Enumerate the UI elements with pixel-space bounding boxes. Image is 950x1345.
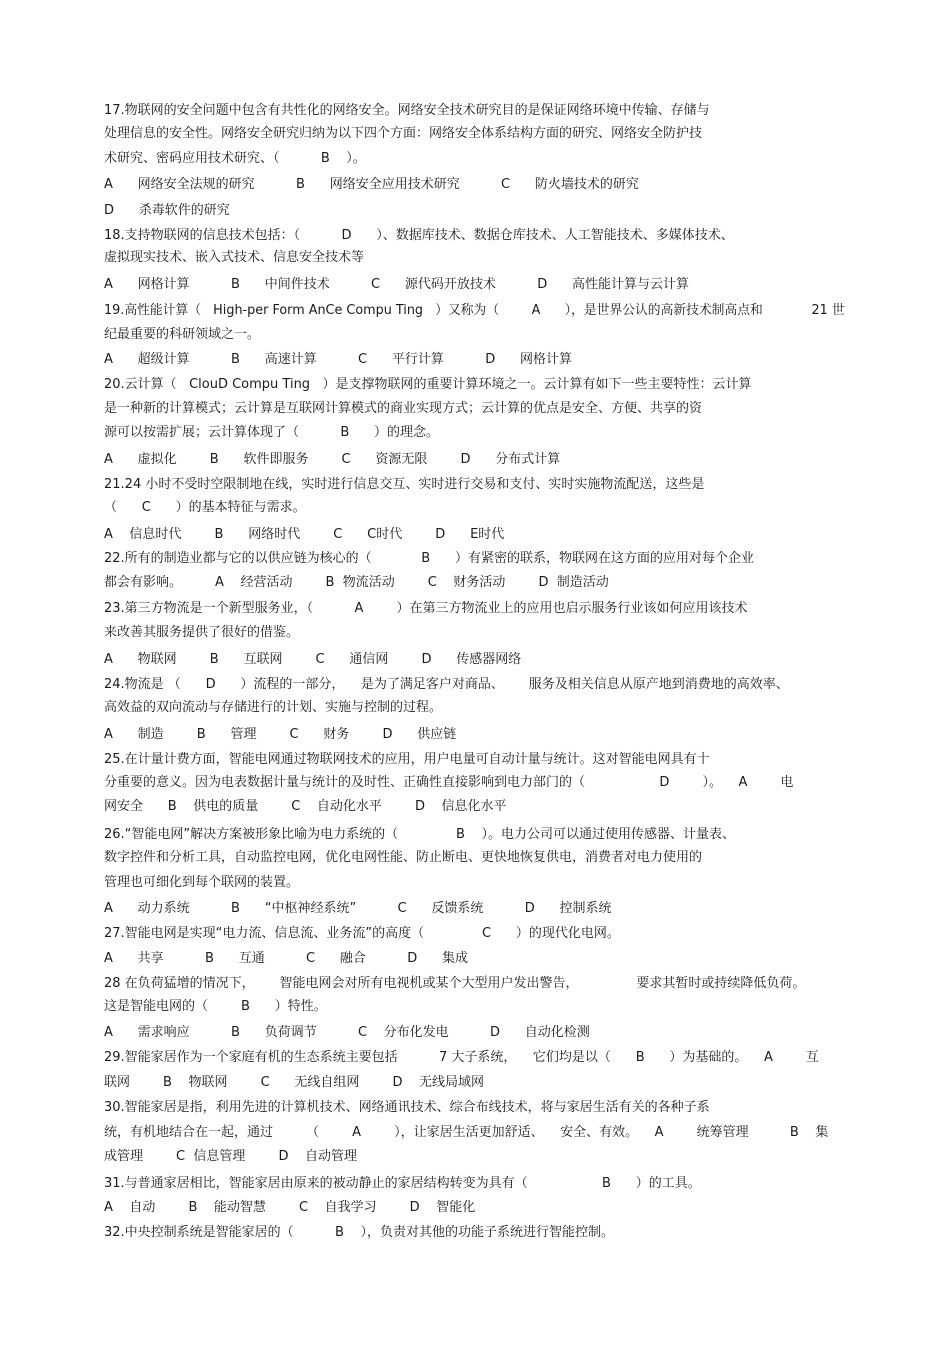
text-line: D 杀毒软件的研究 [104,203,230,218]
text-line: 是一种新的计算模式；云计算是互联网计算模式的商业实现方式；云计算的优点是安全、方便、共享的资 [104,401,703,416]
text-line: （ C ）的基本特征与需求。 [104,500,306,515]
text-line: 18.支持物联网的信息技术包括：（ D ）、数据库技术、数据仓库技术、人工智能技术、多媒体技术、 [104,228,734,243]
text-line: 这是智能电网的（ B ）特性。 [104,999,327,1014]
text-line: 17.物联网的安全问题中包含有共性化的网络安全。网络安全技术研究目的是保证网络环境中传输、存储与 [104,103,710,118]
text-line: 虚拟现实技术、嵌入式技术、信息安全技术等 [104,250,365,265]
text-line: 32.中央控制系统是智能家居的（ B ），负责对其他的功能子系统进行智能控制。 [104,1225,614,1240]
text-line: A 动力系统 B “中枢神经系统” C 反馈系统 D 控制系统 [104,901,612,916]
text-line: 都会有影响。 A 经营活动 B 物流活动 C 财务活动 D 制造活动 [104,575,609,590]
text-line: 25.在计量计费方面，智能电网通过物联网技术的应用，用户电量可自动计量与统计。这对智能电网具有十 [104,752,710,767]
text-line: 来改善其服务提供了很好的借鉴。 [104,625,300,640]
text-line: 20.云计算（ ClouD Compu Ting ）是支撑物联网的重要计算环境之一。云计算有如下一些主要特性：云计算 [104,377,752,392]
text-line: 30.智能家居是指，利用先进的计算机技术、网络通讯技术、综合布线技术，将与家居生活有关的各种子系 [104,1100,710,1115]
text-line: 高效益的双向流动与存储进行的计划、实施与控制的过程。 [104,700,443,715]
text-line: 纪最重要的科研领域之一。 [104,327,261,342]
text-line: 分重要的意义。因为电表数据计量与统计的及时性、正确性直接影响到电力部门的（ D ）。 A 电 [104,775,794,790]
text-line: A 物联网 B 互联网 C 通信网 D 传感器网络 [104,652,522,667]
text-line: A 网络安全法规的研究 B 网络安全应用技术研究 C 防火墙技术的研究 [104,177,639,192]
text-line: 数字控件和分析工具，自动监控电网，优化电网性能、防止断电、更快地恢复供电，消费者对电力使用的 [104,850,703,865]
text-line: 23.第三方物流是一个新型服务业，（ A ）在第三方物流业上的应用也启示服务行业该如何应用该技术 [104,601,748,616]
text-line: 22.所有的制造业都与它的以供应链为核心的（ B ）有紧密的联系，物联网在这方面的应用对每个企业 [104,551,754,566]
text-line: A 制造 B 管理 C 财务 D 供应链 [104,727,457,742]
text-line: 统，有机地结合在一起，通过 （ A ），让家居生活更加舒适、 安全、有效。 A 统筹管理 B 集 [104,1125,829,1140]
text-line: A 虚拟化 B 软件即服务 C 资源无限 D 分布式计算 [104,452,561,467]
text-line: 21.24 小时不受时空限制地在线，实时进行信息交互、实时进行交易和支付、实时实施物流配送，这些是 [104,477,705,492]
text-line: 19.高性能计算（ High-per Form AnCe Compu Ting ）又称为（ A ），是世界公认的高新技术制高点和 21 世 [104,303,845,318]
text-line: A 超级计算 B 高速计算 C 平行计算 D 网格计算 [104,352,573,367]
text-line: 联网 B 物联网 C 无线自组网 D 无线局域网 [104,1075,485,1090]
text-line: A 自动 B 能动智慧 C 自我学习 D 智能化 [104,1200,476,1215]
text-line: A 共享 B 互通 C 融合 D 集成 [104,951,469,966]
text-line: 31.与普通家居相比，智能家居由原来的被动静止的家居结构转变为具有（ B ）的工具。 [104,1176,701,1191]
text-line: A 网格计算 B 中间件技术 C 源代码开放技术 D 高性能计算与云计算 [104,277,690,292]
text-line: A 需求响应 B 负荷调节 C 分布化发电 D 自动化检测 [104,1025,590,1040]
text-line: 29.智能家居作为一个家庭有机的生态系统主要包括 7 大子系统， 它们均是以（ B ）为基础的。 A 互 [104,1050,819,1065]
text-line: 处理信息的安全性。网络安全研究归纳为以下四个方面：网络安全体系结构方面的研究、网络安全防护技 [104,126,703,141]
text-line: 成管理 C 信息管理 D 自动管理 [104,1149,357,1164]
text-line: 28 在负荷猛增的情况下， 智能电网会对所有电视机或某个大型用户发出警告， 要求其暂时或持续降低负荷。 [104,976,806,991]
text-line: 网安全 B 供电的质量 C 自动化水平 D 信息化水平 [104,799,507,814]
text-line: 管理也可细化到每个联网的装置。 [104,875,300,890]
text-line: 26.“智能电网”解决方案被形象比喻为电力系统的（ B ）。电力公司可以通过使用传感器、计量表、 [104,827,735,842]
text-line: A 信息时代 B 网络时代 C C时代 D E时代 [104,527,505,542]
text-line: 27.智能电网是实现“电力流、信息流、业务流”的高度（ C ）的现代化电网。 [104,926,620,941]
text-line: 术研究、密码应用技术研究、（ B ）。 [104,151,366,166]
text-line: 24.物流是 （ D ）流程的一部分， 是为了满足客户对商品、 服务及相关信息从原产地到消费地的高效率、 [104,677,789,692]
text-line: 源可以按需扩展；云计算体现了（ B ）的理念。 [104,425,440,440]
